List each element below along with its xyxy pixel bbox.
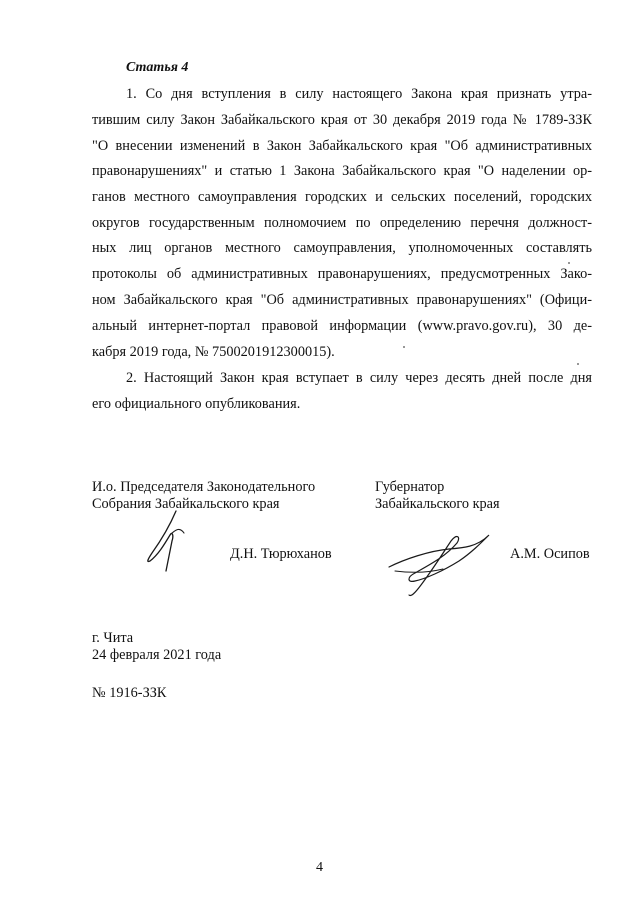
- paragraph-1-line-9: ном Забайкальского края "Об административных правонарушениях" (Офици-: [92, 292, 592, 308]
- left-signatory-name: Д.Н. Тюрюханов: [230, 546, 332, 562]
- scan-speck: [577, 363, 579, 365]
- signing-city: г. Чита: [92, 630, 134, 646]
- paragraph-1-line-7: ных лиц органов местного самоуправления, уполномоченных составлять: [92, 240, 592, 256]
- page-number: 4: [316, 860, 323, 875]
- law-number: № 1916-ЗЗК: [92, 685, 167, 701]
- signing-date: 24 февраля 2021 года: [92, 647, 222, 663]
- left-signatory-title-line-1: И.о. Председателя Законодательного: [92, 479, 316, 495]
- paragraph-1-line-4: правонарушениях" и статью 1 Закона Забайкальского края "О наделении ор-: [92, 163, 592, 179]
- article-heading: Статья 4: [126, 60, 189, 75]
- paragraph-2-line-1: 2. Настоящий Закон края вступает в силу через десять дней после дня: [126, 370, 592, 386]
- paragraph-1-line-1: 1. Со дня вступления в силу настоящего Закона края признать утра-: [126, 86, 592, 102]
- right-signatory-title-line-1: Губернатор: [375, 479, 445, 495]
- scan-speck: [403, 346, 405, 348]
- right-handwritten-signature: [385, 523, 495, 601]
- right-signatory-name: А.М. Осипов: [510, 546, 590, 562]
- paragraph-1-line-5: ганов местного самоуправления городских и сельских поселений, городских: [92, 189, 592, 205]
- paragraph-1-line-3: "О внесении изменений в Закон Забайкальского края "Об административных: [92, 138, 592, 154]
- left-signatory-title-line-2: Собрания Забайкальского края: [92, 496, 280, 512]
- paragraph-1-line-10: альный интернет-портал правовой информации (www.pravo.gov.ru), 30 де-: [92, 318, 592, 334]
- scan-speck: [568, 262, 570, 264]
- left-handwritten-signature: [140, 505, 200, 575]
- paragraph-1-line-11: кабря 2019 года, № 7500201912300015).: [92, 344, 335, 360]
- paragraph-1-line-6: округов государственным полномочием по определению перечня должност-: [92, 215, 592, 231]
- paragraph-1-line-2: тившим силу Закон Забайкальского края от 30 декабря 2019 года № 1789-ЗЗК: [92, 112, 592, 128]
- paragraph-2-line-2: его официального опубликования.: [92, 396, 301, 412]
- paragraph-1-line-8: протоколы об административных правонарушениях, предусмотренных Зако-: [92, 266, 592, 282]
- right-signatory-title-line-2: Забайкальского края: [375, 496, 500, 512]
